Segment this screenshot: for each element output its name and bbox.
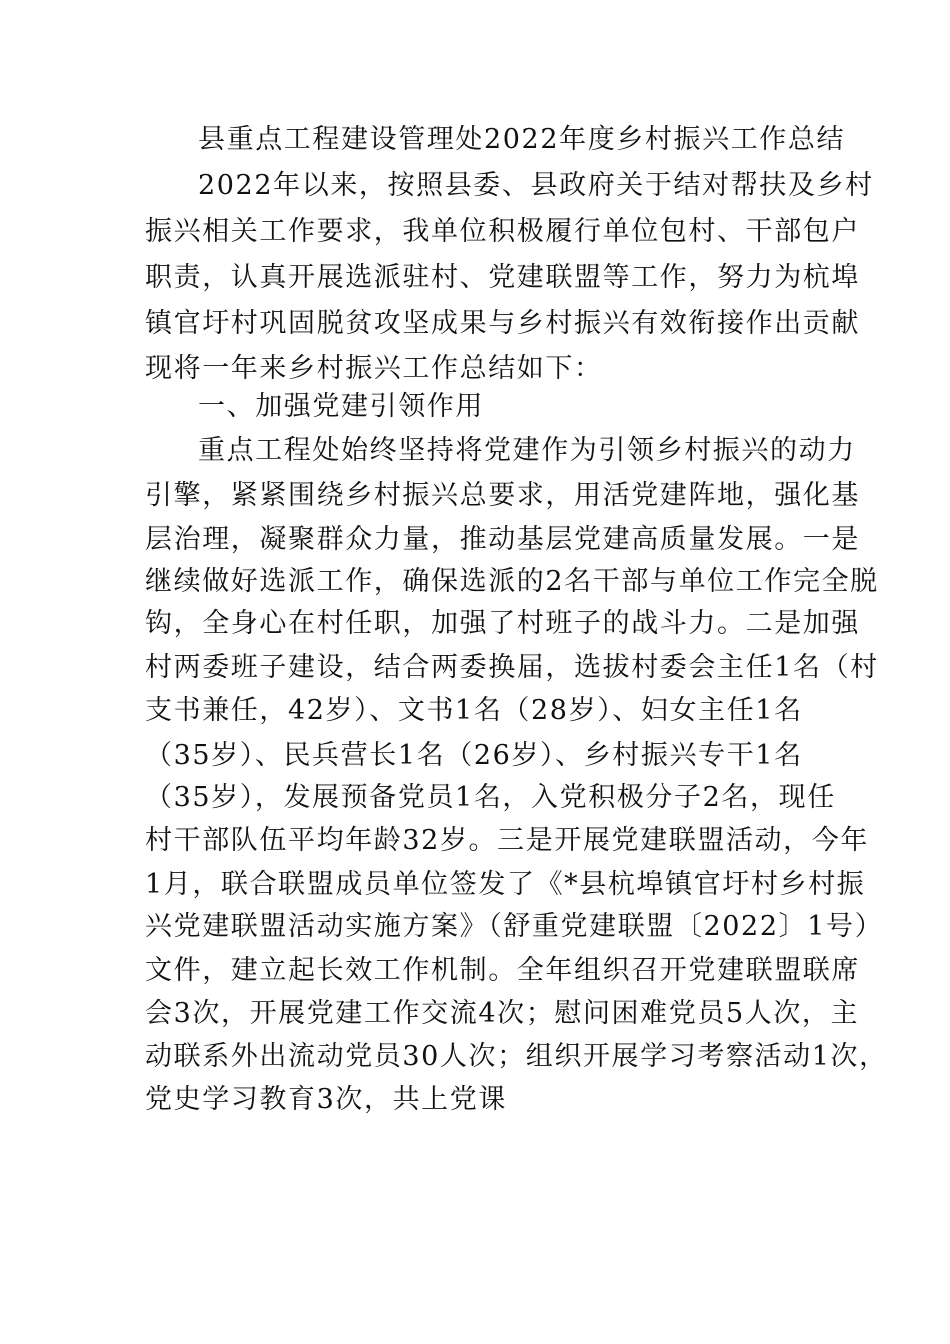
document-title: 县重点工程建设管理处2022年度乡村振兴工作总结 bbox=[198, 124, 846, 155]
section-line: 党史学习教育3次，共上党课 bbox=[145, 1084, 507, 1115]
section-line: 1月，联合联盟成员单位签发了《*县杭埠镇官圩村乡村振 bbox=[145, 869, 866, 900]
intro-line: 2022年以来，按照县委、县政府关于结对帮扶及乡村 bbox=[198, 170, 874, 201]
section-line: 层治理，凝聚群众力量，推动基层党建高质量发展。一是 bbox=[145, 524, 860, 555]
section-line: 兴党建联盟活动实施方案》（舒重党建联盟〔2022〕1号） bbox=[145, 911, 884, 942]
section-line: 村干部队伍平均年龄32岁。三是开展党建联盟活动，今年 bbox=[145, 825, 869, 856]
section-line: 引擎，紧紧围绕乡村振兴总要求，用活党建阵地，强化基 bbox=[145, 480, 860, 511]
section-line: 文件，建立起长效工作机制。全年组织召开党建联盟联席 bbox=[145, 955, 860, 986]
section-line: 继续做好选派工作，确保选派的2名干部与单位工作完全脱 bbox=[145, 566, 879, 597]
section-line: 重点工程处始终坚持将党建作为引领乡村振兴的动力 bbox=[198, 435, 856, 466]
section-line: （35岁），发展预备党员1名，入党积极分子2名，现任 bbox=[145, 782, 836, 813]
intro-line: 镇官圩村巩固脱贫攻坚成果与乡村振兴有效衔接作出贡献 bbox=[145, 308, 860, 339]
section-line: 钩，全身心在村任职，加强了村班子的战斗力。二是加强 bbox=[145, 608, 860, 639]
intro-line: 振兴相关工作要求，我单位积极履行单位包村、干部包户 bbox=[145, 216, 860, 247]
intro-line: 现将一年来乡村振兴工作总结如下： bbox=[145, 353, 603, 384]
intro-line: 职责，认真开展选派驻村、党建联盟等工作，努力为杭埠 bbox=[145, 262, 860, 293]
section-line: 动联系外出流动党员30人次；组织开展学习考察活动1次， bbox=[145, 1041, 888, 1072]
section-line: （35岁）、民兵营长1名（26岁）、乡村振兴专干1名 bbox=[145, 740, 803, 771]
section-heading: 一、加强党建引领作用 bbox=[198, 391, 484, 422]
section-line: 支书兼任，42岁）、文书1名（28岁）、妇女主任1名 bbox=[145, 695, 803, 726]
section-line: 会3次，开展党建工作交流4次；慰问困难党员5人次，主 bbox=[145, 998, 860, 1029]
section-line: 村两委班子建设，结合两委换届，选拔村委会主任1名（村 bbox=[145, 652, 879, 683]
